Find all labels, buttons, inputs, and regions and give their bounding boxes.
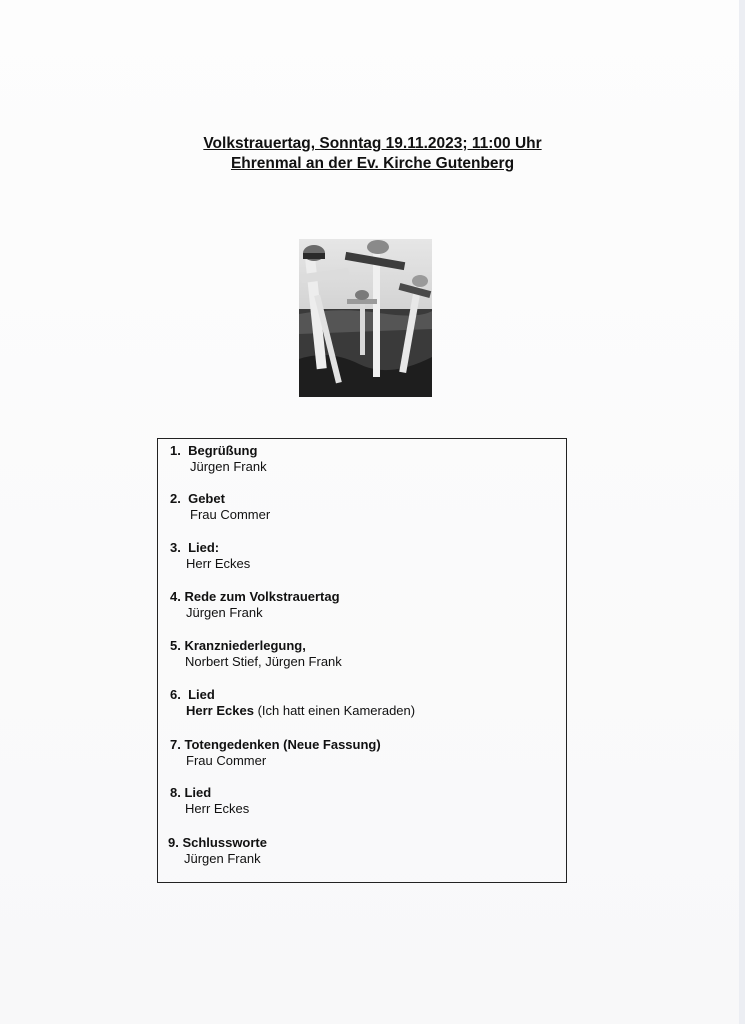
item-title: Schlussworte [182, 835, 267, 850]
item-title: Lied [184, 785, 212, 800]
item-number: 2. [170, 491, 181, 506]
item-number: 7. [170, 737, 181, 752]
item-number: 8. [170, 785, 181, 800]
header-line-location: Ehrenmal an der Ev. Kirche Gutenberg [230, 155, 515, 172]
list-item [170, 785, 249, 817]
item-title: Kranzniederlegung, [184, 638, 306, 653]
item-number: 9. [168, 835, 179, 850]
item-title: Gebet [188, 491, 225, 506]
item-number: 5. [170, 638, 181, 653]
item-person: Frau Commer [186, 753, 267, 768]
item-person: Frau Commer [190, 507, 271, 522]
list-item [170, 443, 267, 475]
list-item [170, 737, 381, 769]
item-title: Rede zum Volkstrauertag [184, 589, 340, 604]
list-item [170, 687, 415, 719]
item-person: Jürgen Frank [186, 605, 263, 620]
item-title: Lied [188, 687, 215, 702]
list-item [168, 835, 267, 867]
item-person: Jürgen Frank [190, 459, 267, 474]
item-person: Norbert Stief, Jürgen Frank [185, 654, 342, 669]
item-title: Begrüßung [188, 443, 258, 458]
list-item [170, 491, 270, 523]
item-number: 6. [170, 687, 181, 702]
item-person: Jürgen Frank [184, 851, 261, 866]
item-title: Lied: [188, 540, 220, 555]
item-person [170, 703, 415, 719]
list-item [170, 589, 340, 621]
list-item [170, 638, 342, 670]
memorial-photo-graphic [299, 239, 432, 397]
item-number: 3. [170, 540, 181, 555]
item-person: Herr Eckes [186, 556, 251, 571]
program-box [157, 438, 567, 883]
item-title: Totengedenken (Neue Fassung) [184, 737, 381, 752]
item-number: 4. [170, 589, 181, 604]
item-person-name: Herr Eckes [186, 703, 254, 718]
item-number: 1. [170, 443, 181, 458]
list-item [170, 540, 250, 572]
item-person-note: (Ich hatt einen Kameraden) [253, 703, 416, 718]
memorial-crosses-photo [299, 239, 432, 397]
document-header [0, 134, 745, 174]
header-line-date: Volkstrauertag, Sonntag 19.11.2023; 11:00 Uhr [203, 135, 542, 152]
item-person: Herr Eckes [185, 801, 250, 816]
